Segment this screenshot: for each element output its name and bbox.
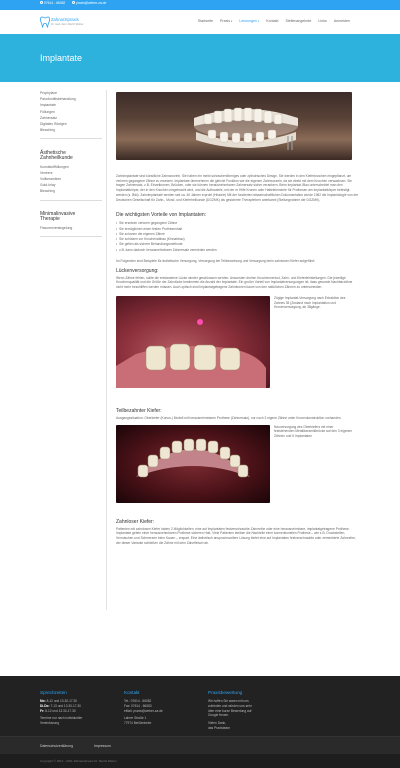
sidebar-item-roentgen[interactable]: Digitales Röntgen (40, 122, 67, 127)
gap-photo-caption: Zügige Implantat-Versorgung nach Extraktion des Zahnes 35 (Zustand nach Implantation und Kronenversorgung, ab 38gänge. (274, 295, 346, 310)
nav-startseite[interactable]: Startseite (197, 18, 214, 23)
topbar-email[interactable]: praxis@weber-za.de (72, 1, 106, 5)
footer-contact-heading: Kontakt (124, 690, 140, 695)
examples-intro: Im Folgenden sind Beispiele für ästhetische Versorgung, Versorgung bei Teilbezahnung und Versorgung beim zahnlosen Kiefer aufgeführt: (116, 259, 316, 263)
main-nav (192, 19, 350, 23)
page-hero (0, 34, 400, 82)
edentulous-paragraph: Patienten mit zahnlosen Kiefer haben 2 Möglichkeiten, eine auf Implantaten festverschraubte Zahnreihe oder eine herausnehmbare, implantatgetragene Prothese. Implantate geben einer herausnehmbaren Prothese sicheren Halt. Viele Patienten bleiben die Nachteile einer konventionellen Prothese – wie z.B. Druckstellen, Verrutschen und Schmerzen beim Kauen – erspart. Eine ästhetisch anspruchsvollere Lösung bietet eine auf Implantaten festverschraubte oder zementierte Zahnreihe, der dieser Variante schließen die Zähne mit dem Zahnfleisch ab. (116, 526, 356, 545)
list-item: • Sie schützen vor Knochenabbau (Kinnabbau) (116, 237, 360, 242)
logo-title: Zahnarztpraxis (51, 17, 79, 22)
site-header (0, 10, 400, 34)
gap-implant-photo (116, 296, 270, 388)
address-line: 77974 Meißenheim (124, 721, 152, 726)
hours-row: Di-Do: 7-13 und 13.30-17.30 (40, 703, 81, 708)
footer-links-bar (0, 736, 400, 754)
sidebar-item-bleaching-2[interactable]: Bleaching (40, 189, 55, 194)
list-item: • z.B. kann dadurch herausnehmbarer Zahnersatz vermieden werden (116, 248, 360, 253)
sidebar-heading-minimal: Minimalinvasive Therapie (40, 211, 76, 223)
phone-icon (40, 1, 43, 4)
sidebar-item-parodontitis[interactable]: Parodontitisbehandlung (40, 97, 76, 102)
sidebar-item-implantate[interactable]: Implantate (40, 103, 56, 108)
footer-review (208, 690, 298, 731)
footer-hours (40, 690, 130, 726)
sidebar-item-vollkeramiken[interactable]: Vollkeramiken (40, 176, 62, 181)
copyright-bar (0, 754, 400, 768)
copyright-text: Copyright © 2014 - 2021 Zahnarztpraxis Dr. Moritz Weber (40, 759, 117, 763)
logo[interactable] (40, 15, 85, 29)
sidebar-divider (40, 200, 102, 201)
contact-email[interactable]: eMail: praxis@weber-za.de (124, 708, 163, 713)
tooth-logo-icon (40, 16, 50, 28)
hours-row: Mo: 8-12 und 13.30-17.30 (40, 699, 78, 703)
footer-contact (124, 690, 214, 726)
list-item: • Sie gelten als sichere Behandlungsmethode (116, 242, 360, 247)
list-item: • Sie ermöglichen einen festen Prothesenhalt (116, 227, 360, 232)
sidebar (40, 90, 102, 236)
contact-fax: Fax: 07614 - 66083 (124, 703, 152, 708)
hours-note: Termine nur nach individueller (40, 716, 83, 721)
advantages-heading: Die wichtigsten Vorteile von Implantaten: (116, 212, 207, 219)
address-line: Lahrer Straße 1 (124, 716, 147, 721)
gap-paragraph: Wenn Zähne fehlen, sollte die entstandene Lücke wieder geschlossen werden. Ansonsten drohen Knochenverlust, Zahn- und Kieferfehlstellungen. Die jeweilige Knochenqualität und die Größe der Zahnlücke bestimmen die Anzahl der Implantate. Ein großer Vorteil von Implantatversorgungen ist, dass gesunde Nachbarzähne nicht mehr beschliffen werden müssen. Auch optisch sind Implantatgetragene Zahnkronen kaum von den natürlichen Zähnen zu unterscheiden. (116, 275, 353, 290)
sidebar-divider (40, 138, 102, 139)
advantages-list (116, 221, 360, 253)
sidebar-item-veneers[interactable]: Veneers (40, 170, 53, 175)
sidebar-item-prophylaxe[interactable]: Prophylaxe (40, 91, 57, 95)
content-divider (106, 90, 107, 610)
logo-subtitle: Dr. med. dent. Moritz Weber (51, 22, 84, 26)
sidebar-divider (40, 236, 102, 237)
nav-stellenangebote[interactable]: Stellenangebote (285, 18, 312, 23)
list-item: • Sie ersetzen verloren gegangene Zähne (116, 221, 360, 226)
review-text: Wir hoffen Sie waren mit uns (208, 699, 249, 703)
main-content (116, 92, 360, 545)
top-bar (0, 0, 400, 10)
privacy-link[interactable]: Datenschutzerklärung (40, 744, 73, 748)
sidebar-item-fuellungen[interactable]: Füllungen (40, 109, 55, 114)
footer-hours-heading: Sprechzeiten (40, 690, 67, 695)
footer-review-heading: Praxisbewertung (208, 690, 243, 695)
partial-heading: Teilbezahnter Kiefer: (116, 407, 162, 414)
sidebar-item-gold-inlay[interactable]: Gold-Inlay (40, 183, 56, 188)
thanks-text: das Praxisteam (208, 725, 230, 730)
sidebar-item-kunststofffuellungen[interactable]: Kunststofffüllungen (40, 164, 69, 169)
nav-praxis[interactable]: Praxis ▾ (220, 18, 233, 23)
partial-photo-caption: Neuversorgung des Oberkiefers mit einer feststehenden Metallkeramikbrücke auf den 3 eigenen Zähnen und 5 Implantaten (274, 424, 353, 439)
thanks-text: Vielen Dank, (208, 721, 227, 726)
page-title: Implantate (40, 53, 83, 63)
imprint-link[interactable]: Impressum (94, 744, 111, 748)
mail-icon (72, 1, 75, 4)
review-text: Google freuen. (208, 713, 230, 718)
upper-jaw-illustration (116, 425, 270, 503)
edentulous-heading: Zahnloser Kiefer: (116, 518, 155, 525)
sidebar-heading-aesthetic: Ästhetische Zahnheilkunde (40, 149, 73, 162)
teeth-photo-illustration (116, 296, 270, 388)
chevron-down-icon: ▾ (257, 19, 260, 23)
review-text: zufrieden und würden uns sehr (208, 703, 252, 708)
review-link[interactable]: über eine kurze Bewertung auf (208, 708, 252, 713)
sidebar-item-bleaching[interactable]: Bleaching (40, 128, 55, 133)
list-item: • Sie schonen die eigenen Zähne (116, 232, 360, 237)
gap-heading: Lückenversorgung: (116, 267, 159, 274)
chevron-down-icon: ▾ (231, 19, 233, 23)
partial-paragraph: Ausgangssituation: Oberkiefer (Konus-) Modell mit herausnehmbaren Prothese (Zahnersatz), nur noch 3 eigene Zähne unter Kronenkonstruktion vorhanden. (116, 415, 342, 420)
nav-anmelden[interactable]: Anmelden (333, 18, 350, 23)
nav-kontakt[interactable]: Kontakt (266, 18, 279, 23)
intro-paragraph: Zahnimplantate sind künstliche Zahnwurzeln. Sie haben ein meist schraubenförmiges oder zylindrisches Design. Sie werden in den Kieferknochen eingepflanzt, um verloren gegangene Zähne zu ersetzen. Implantate übernehmen die gleiche Funktion wie die eigenen Zahnwurzeln, da sie direkt mit dem Knochen verwachsen. Sie tragen Zahnersatz, z.B. Einzelkronen, Brücken, oder sie können herausnehmbaren Zahnersatz sicher verankern. Beim Implantat-/Bau unterscheidet man den Implantatkörper, der in den Knochen eingebracht wird, und die Aufbauteile, mit der er Hilfe Kronen oder Haltelelemente für Prothesen am Implantatkörper befestigt werden (s. Bild). Zahnimplantate werden seit ca. 40 Jahren erprobt (Historie) Mit der fundierten wissenschaftlichen Dokumentation wurde 1982 die Implantologie von der Deutschen Gesellschaft für Zahn-, Mund- und Kieferheilkunde (DGZMK) als gesicherte Therapieform anerkannt (Stellungnahme der DGZMK). (116, 174, 359, 202)
partial-denture-photo (116, 425, 270, 503)
hours-note: Vereinbarung (40, 721, 59, 726)
contact-phone[interactable]: Tel.: 07614 - 66082 (124, 699, 152, 703)
sidebar-item-fissuren[interactable]: Fissurenversiegelung (40, 225, 73, 230)
sidebar-item-zahnersatz[interactable]: Zahnersatz (40, 115, 57, 120)
nav-links[interactable]: Links (318, 18, 327, 23)
site-footer (0, 676, 400, 736)
topbar-phone[interactable]: 07614 - 66082 (40, 1, 65, 5)
implant-model-image (116, 92, 352, 160)
nav-leistungen[interactable]: Leistungen ▾ (239, 18, 260, 23)
hours-row: Fr: 8-12 und 13.30-17.30 (40, 708, 76, 713)
dental-model-illustration (116, 92, 352, 160)
